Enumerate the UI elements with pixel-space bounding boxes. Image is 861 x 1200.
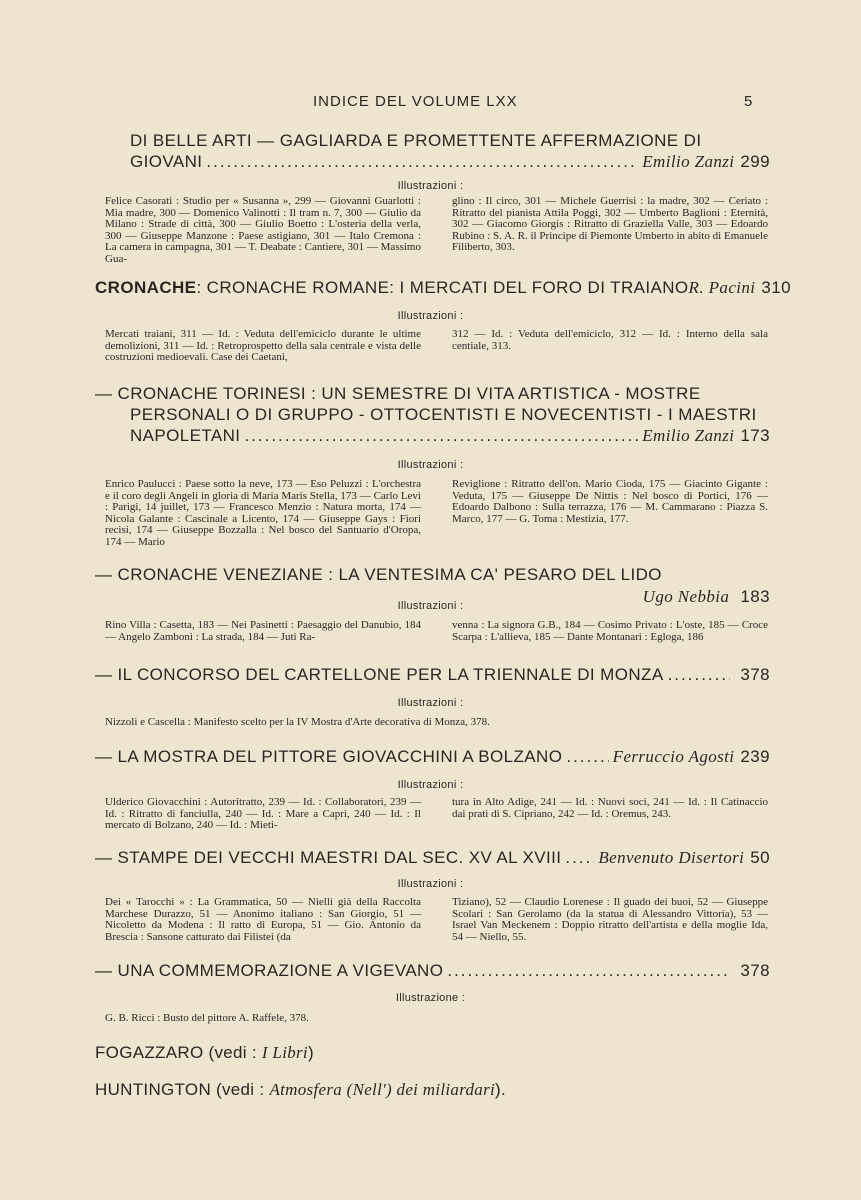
entry-title-line: — STAMPE DEI VECCHI MAESTRI DAL SEC. XV AL XVIII — [95, 848, 562, 867]
illustrations-col-right: venna : La signora G.B., 184 — Cosimo Privato : L'oste, 185 — Croce Scarpa : L'allieva, 185 — Dante Montanari : Egloga, 186 — [452, 619, 768, 643]
illustrations-heading: Illustrazioni : — [397, 459, 464, 471]
illustrations-heading: Illustrazione : — [395, 992, 466, 1004]
leader-dots — [244, 425, 638, 446]
cross-ref-main: FOGAZZARO (vedi : — [95, 1043, 262, 1062]
volume-title: INDICE DEL VOLUME LXX — [313, 93, 518, 110]
entry-author: Ferruccio Agosti — [612, 747, 735, 766]
illustrations-list — [105, 479, 768, 548]
illustrations-col-right: 312 — Id. : Veduta dell'emiciclo, 312 — Id. : Interno della sala centiale, 313. — [452, 328, 768, 352]
leader-dots — [565, 847, 594, 868]
entry-page: 173 — [740, 426, 770, 445]
entry-title-line: — CRONACHE TORINESI : UN SEMESTRE DI VITA ARTISTICA - MOSTRE — [95, 384, 701, 403]
entry-title-line: — LA MOSTRA DEL PITTORE GIOVACCHINI A BOLZANO — [95, 747, 563, 766]
illustrations-col-left: Dei « Tarocchi » : La Grammatica, 50 — Nielli già della Raccolta Marchese Durazzo, 51 — Anonimo italiano : San Giorgio, 51 — Nicoletto da Modena : Il ratto di Europa, 51 — Gio. Antonio da Brescia : Sansone catturato dai Filistei (da — [105, 896, 421, 943]
section-label-cronache: CRONACHE — [95, 278, 197, 297]
illustrations-col-left: Mercati traiani, 311 — Id. : Veduta dell'emiciclo durante le ultime demolizioni, 311 — Id. : Retroprospetto della sala centrale e vista delle costruzioni medioevali. Case dei Caetani, — [105, 328, 421, 363]
illustrations-col-left: Enrico Paulucci : Paese sotto la neve, 173 — Eso Peluzzi : L'orchestra e il coro degli Angeli in gloria di Maria Maris Stella, 173 — Carlo Levi : Parigi, 14 juillet, 173 — Francesco Menzio : Natura morta, 174 — Nicola Galante : Cascinale a Licento, 174 — Giuseppe Gays : Fiori recisi, 174 — Giuseppe Bozzalla : Nel bosco del Santuario d'Oropa, 174 — Mario — [105, 478, 421, 548]
cross-reference-huntington — [95, 1080, 506, 1100]
illustrations-col-left: Felice Casorati : Studio per « Susanna », 299 — Giovanni Guarlotti : Mia madre, 300 — Domenico Valinotti : Il tram n. 7, 300 — Giulio da Milano : Strade di città, 300 — Giulio Boetto : L'osteria della verla, 300 — Giuseppe Manzone : Paese astigiano, 301 — Italo Cremona : La camera in campagna, 301 — T. Deabate : Cantiere, 301 — Massimo Gua- — [105, 195, 421, 265]
entry-title-line: — UNA COMMEMORAZIONE A VIGEVANO — [95, 961, 444, 980]
illustrations-heading: Illustrazioni : — [397, 310, 464, 322]
entry-page: 183 — [740, 587, 770, 606]
index-entry-cronache-torinesi — [95, 383, 770, 446]
illustrations-heading: Illustrazioni : — [397, 180, 464, 192]
illustrations-heading: Illustrazioni : — [397, 600, 464, 612]
illustrations-col-left: Rino Villa : Casetta, 183 — Nei Pasinetti : Paesaggio del Danubio, 184 — Angelo Zamboni : La strada, 184 — Juti Ra- — [105, 619, 421, 643]
entry-title-line: NAPOLETANI — [130, 426, 241, 445]
entry-page: 239 — [740, 747, 770, 766]
entry-page: 378 — [740, 665, 770, 684]
entry-page: 378 — [740, 961, 770, 980]
entry-title-line: — CRONACHE VENEZIANE : LA VENTESIMA CA' PESARO DEL LIDO — [95, 565, 662, 584]
illustrations-list: Nizzoli e Cascella : Manifesto scelto per la IV Mostra d'Arte decorativa di Monza, 378. — [105, 716, 490, 728]
entry-author: Ugo Nebbia — [642, 587, 730, 606]
running-head — [0, 93, 861, 113]
illustrations-list: G. B. Ricci : Busto del pittore A. Raffele, 378. — [105, 1012, 309, 1024]
entry-page: 299 — [740, 152, 770, 171]
illustrations-heading: Illustrazioni : — [397, 878, 464, 890]
cross-ref-tail: ) — [307, 1043, 314, 1062]
index-entry-concorso-cartellone — [95, 664, 770, 685]
illustrations-list — [105, 329, 768, 364]
leader-dots — [566, 746, 608, 767]
entry-title-line: : CRONACHE ROMANE: I MERCATI DEL FORO DI TRAIANO — [196, 278, 689, 297]
illustrations-heading: Illustrazioni : — [397, 779, 464, 791]
entry-page: 50 — [750, 848, 770, 867]
index-entry-stampe-vecchi-maestri — [95, 847, 770, 868]
entry-author: R. Pacini — [688, 278, 756, 297]
index-entry-cronache-romane — [95, 277, 791, 298]
entry-title-line: GIOVANI — [130, 152, 203, 171]
illustrations-list — [105, 897, 768, 943]
entry-author: Emilio Zanzi — [642, 426, 735, 445]
entry-author: Emilio Zanzi — [642, 152, 735, 171]
index-entry-commemorazione-vigevano — [95, 960, 770, 981]
illustrations-list — [105, 797, 768, 832]
entry-page: 310 — [761, 278, 791, 297]
cross-ref-target: Atmosfera (Nell') dei miliardari — [269, 1080, 496, 1099]
cross-ref-main: HUNTINGTON (vedi : — [95, 1080, 270, 1099]
illustrations-list — [105, 620, 768, 643]
cross-reference-fogazzaro — [95, 1043, 314, 1063]
illustrations-list — [105, 196, 768, 265]
entry-title-line: DI BELLE ARTI — GAGLIARDA E PROMETTENTE AFFERMAZIONE DI — [130, 131, 702, 150]
entry-author: Benvenuto Disertori — [598, 848, 745, 867]
entry-title-line: PERSONALI O DI GRUPPO - OTTOCENTISTI E NOVECENTISTI - I MAESTRI — [130, 405, 757, 424]
illustrations-col-right: tura in Alto Adige, 241 — Id. : Nuovi soci, 241 — Id. : Il Catinaccio dai prati di S. Cipriano, 242 — Id. : Oremus, 243. — [452, 796, 768, 820]
cross-ref-target: I Libri — [261, 1043, 308, 1062]
illustrations-col-left: Ulderico Giovacchini : Autoritratto, 239 — Id. : Collaboratori, 239 — Id. : Ritratto di fanciulla, 240 — Id. : Mare a Capri, 240 — Id. : Il mercato di Bolzano, 240 — Id. : Mieti- — [105, 796, 421, 831]
index-entry-mostra-giovacchini — [95, 746, 770, 767]
page-number: 5 — [744, 93, 754, 110]
leader-dots — [668, 664, 731, 685]
index-entry-belle-arti — [130, 130, 770, 172]
entry-title-line: — IL CONCORSO DEL CARTELLONE PER LA TRIENNALE DI MONZA — [95, 665, 664, 684]
illustrations-heading: Illustrazioni : — [397, 697, 464, 709]
illustrations-col-right: glino : Il circo, 301 — Michele Guerrisi : la madre, 302 — Ceriato : Ritratto del pianista Attila Poggi, 302 — Umberto Baglioni : Eternità, 302 — Giacomo Giorgis : Ritratto di Graziella Valle, 303 — Edoardo Rubino : S. A. R. il Principe di Piemonte Umberto in abito di Emanuele Filiberto, 303. — [452, 195, 768, 253]
cross-ref-tail: ). — [495, 1080, 507, 1099]
illustrations-col-right: Tiziano), 52 — Claudio Lorenese : Il guado dei buoi, 52 — Giuseppe Scolari : San Gerolamo (da la statua di Alessandro Vittoria), 53 — Israel Van Meckenem : Doppio ritratto dell'artista e della moglie Ida, 54 — Niello, 55. — [452, 896, 768, 943]
illustrations-col-right: Reviglione : Ritratto dell'on. Mario Cioda, 175 — Giacinto Gigante : Veduta, 175 — Giuseppe De Nittis : Nel bosco di Portici, 176 — Edoardo Dalbono : Sulla terrazza, 176 — M. Cammarano : Piazza S. Marco, 177 — G. Toma : Mestizia, 177. — [452, 478, 768, 525]
leader-dots — [447, 960, 730, 981]
leader-dots — [206, 151, 638, 172]
